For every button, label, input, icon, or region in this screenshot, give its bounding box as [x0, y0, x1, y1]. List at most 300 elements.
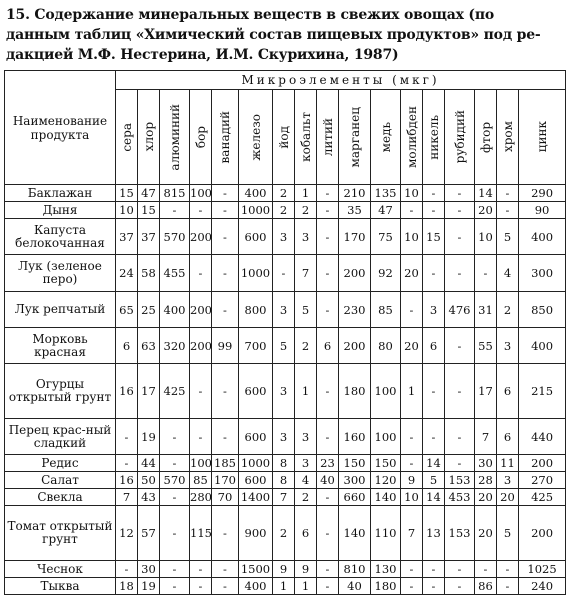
value-cell: 570: [160, 472, 190, 489]
value-cell: -: [273, 255, 295, 292]
value-cell: -: [212, 219, 239, 255]
value-cell: -: [445, 455, 475, 472]
mineral-table: [4, 70, 566, 595]
value-cell: 200: [339, 328, 371, 364]
value-cell: 400: [519, 328, 566, 364]
value-cell: 100: [371, 364, 401, 419]
value-cell: 3: [273, 219, 295, 255]
value-cell: -: [190, 255, 212, 292]
value-cell: -: [317, 292, 339, 328]
column-header-label: сера: [119, 122, 134, 152]
value-cell: 3: [295, 219, 317, 255]
value-cell: -: [497, 578, 519, 595]
value-cell: 200: [519, 455, 566, 472]
value-cell: 50: [138, 472, 160, 489]
value-cell: 3: [497, 328, 519, 364]
value-cell: 660: [339, 489, 371, 506]
column-header-label: молибден: [404, 106, 419, 168]
value-cell: -: [212, 419, 239, 455]
value-cell: 185: [212, 455, 239, 472]
column-header: [401, 90, 423, 185]
value-cell: -: [212, 255, 239, 292]
table-row: [5, 561, 566, 578]
product-name-cell: Редис: [5, 455, 116, 472]
value-cell: 13: [423, 506, 445, 561]
value-cell: -: [212, 185, 239, 202]
value-cell: 6: [497, 364, 519, 419]
column-header-label: ванадий: [218, 110, 232, 164]
table-row: [5, 506, 566, 561]
value-cell: 3: [497, 472, 519, 489]
value-cell: 900: [239, 506, 273, 561]
column-header-label: никель: [426, 114, 441, 160]
value-cell: 58: [138, 255, 160, 292]
value-cell: 28: [475, 472, 497, 489]
value-cell: 9: [273, 561, 295, 578]
value-cell: 240: [519, 578, 566, 595]
value-cell: 400: [160, 292, 190, 328]
value-cell: 800: [239, 292, 273, 328]
column-header: [160, 90, 190, 185]
value-cell: 16: [116, 472, 138, 489]
value-cell: 30: [475, 455, 497, 472]
value-cell: 6: [423, 328, 445, 364]
value-cell: 10: [401, 219, 423, 255]
value-cell: 80: [371, 328, 401, 364]
value-cell: 70: [212, 489, 239, 506]
value-cell: 476: [445, 292, 475, 328]
value-cell: 400: [519, 219, 566, 255]
value-cell: 1: [273, 578, 295, 595]
value-cell: -: [160, 561, 190, 578]
value-cell: 5: [497, 219, 519, 255]
value-cell: 55: [475, 328, 497, 364]
caption-line-3: дакцией М.Ф. Нестерина, И.М. Скурихина, 1987): [6, 47, 399, 63]
value-cell: 4: [295, 472, 317, 489]
value-cell: 63: [138, 328, 160, 364]
value-cell: 280: [190, 490, 212, 504]
product-name-cell: Томат открытый грунт: [5, 506, 116, 561]
value-cell: 37: [138, 219, 160, 255]
value-cell: 115: [190, 506, 212, 561]
product-name-header: Наименование продукта: [5, 71, 116, 185]
value-cell: -: [497, 185, 519, 202]
value-cell: 400: [239, 185, 273, 202]
value-cell: 9: [401, 472, 423, 489]
value-cell: -: [317, 419, 339, 455]
value-cell: -: [212, 561, 239, 578]
caption-line-2: данным таблиц «Химический состав пищевых продуктов» под ре-: [6, 27, 541, 43]
value-cell: -: [445, 328, 475, 364]
table-row: [5, 202, 566, 219]
table-row: [5, 455, 566, 472]
value-cell: -: [317, 202, 339, 219]
value-cell: 160: [339, 419, 371, 455]
value-cell: -: [212, 202, 239, 219]
value-cell: 425: [519, 489, 566, 506]
value-cell: 210: [339, 185, 371, 202]
value-cell: 40: [317, 472, 339, 489]
value-cell: 200: [519, 506, 566, 561]
value-cell: 2: [295, 489, 317, 506]
value-cell: 1: [401, 364, 423, 419]
value-cell: -: [445, 419, 475, 455]
value-cell: 7: [401, 506, 423, 561]
value-cell: 25: [138, 292, 160, 328]
column-header: [339, 90, 371, 185]
value-cell: 20: [401, 328, 423, 364]
value-cell: 2: [273, 185, 295, 202]
value-cell: 11: [497, 455, 519, 472]
value-cell: 230: [339, 292, 371, 328]
value-cell: 12: [116, 506, 138, 561]
value-cell: 815: [160, 185, 190, 202]
value-cell: 130: [371, 561, 401, 578]
column-header: [138, 90, 160, 185]
value-cell: -: [401, 292, 423, 328]
table-body: [5, 185, 566, 595]
value-cell: -: [497, 202, 519, 219]
column-header-label: кобальт: [298, 112, 313, 162]
table-row: [5, 472, 566, 489]
column-header: [295, 90, 317, 185]
table-row: [5, 489, 566, 506]
value-cell: -: [116, 561, 138, 578]
value-cell: -: [160, 202, 190, 219]
column-header-label: рубидий: [452, 110, 467, 164]
value-cell: 15: [138, 202, 160, 219]
value-cell: 47: [371, 202, 401, 219]
product-name-cell: Баклажан: [5, 185, 116, 202]
product-name-cell: Лук (зеленое перо): [5, 255, 116, 292]
product-name-cell: Свекла: [5, 489, 116, 506]
value-cell: 5: [497, 506, 519, 561]
value-cell: 5: [423, 472, 445, 489]
column-header: [423, 90, 445, 185]
value-cell: 20: [475, 506, 497, 561]
value-cell: 37: [116, 219, 138, 255]
value-cell: 180: [339, 364, 371, 419]
value-cell: 7: [295, 255, 317, 292]
column-header-label: железо: [248, 113, 263, 161]
value-cell: -: [190, 202, 212, 219]
column-header-label: цинк: [535, 121, 550, 153]
product-name-cell: Перец крас-ный сладкий: [5, 419, 116, 455]
table-caption: [6, 5, 544, 65]
value-cell: 31: [475, 292, 497, 328]
value-cell: -: [445, 561, 475, 578]
value-cell: 18: [116, 578, 138, 595]
value-cell: 10: [401, 185, 423, 202]
column-header: [371, 90, 401, 185]
value-cell: -: [423, 364, 445, 419]
value-cell: 65: [116, 292, 138, 328]
column-header: [116, 90, 138, 185]
value-cell: -: [190, 419, 212, 455]
value-cell: 1000: [239, 455, 273, 472]
value-cell: 570: [160, 219, 190, 255]
column-header: [519, 90, 566, 185]
value-cell: 9: [295, 561, 317, 578]
value-cell: 440: [519, 419, 566, 455]
value-cell: -: [190, 578, 212, 595]
value-cell: 290: [519, 185, 566, 202]
value-cell: -: [116, 455, 138, 472]
value-cell: 5: [295, 292, 317, 328]
value-cell: 7: [116, 489, 138, 506]
value-cell: 6: [116, 328, 138, 364]
value-cell: -: [116, 419, 138, 455]
value-cell: 455: [160, 255, 190, 292]
value-cell: -: [445, 185, 475, 202]
table-row: [5, 419, 566, 455]
value-cell: 15: [116, 185, 138, 202]
value-cell: 1400: [239, 489, 273, 506]
value-cell: 15: [423, 219, 445, 255]
value-cell: -: [160, 419, 190, 455]
value-cell: 2: [295, 202, 317, 219]
product-name-cell: Чеснок: [5, 561, 116, 578]
value-cell: -: [190, 561, 212, 578]
value-cell: 3: [423, 292, 445, 328]
value-cell: 24: [116, 255, 138, 292]
value-cell: 170: [212, 472, 239, 489]
value-cell: 44: [138, 455, 160, 472]
value-cell: 700: [239, 328, 273, 364]
value-cell: 1000: [239, 255, 273, 292]
value-cell: 3: [295, 419, 317, 455]
column-header-label: бор: [193, 125, 208, 149]
value-cell: -: [445, 255, 475, 292]
value-cell: 23: [317, 455, 339, 472]
value-cell: -: [212, 364, 239, 419]
value-cell: 135: [371, 185, 401, 202]
table-row: [5, 219, 566, 255]
value-cell: 2: [273, 202, 295, 219]
value-cell: 40: [339, 578, 371, 595]
value-cell: -: [423, 561, 445, 578]
value-cell: 600: [239, 364, 273, 419]
value-cell: 270: [519, 472, 566, 489]
value-cell: 200: [339, 255, 371, 292]
column-header: [317, 90, 339, 185]
value-cell: 5: [273, 328, 295, 364]
value-cell: 110: [371, 506, 401, 561]
product-name-cell: Тыква: [5, 578, 116, 595]
column-header-label: хлор: [141, 122, 156, 152]
value-cell: -: [423, 202, 445, 219]
value-cell: 600: [239, 219, 273, 255]
value-cell: 4: [497, 255, 519, 292]
value-cell: 300: [339, 472, 371, 489]
value-cell: 320: [160, 328, 190, 364]
product-name-cell: Огурцы открытый грунт: [5, 364, 116, 419]
value-cell: 20: [475, 202, 497, 219]
value-cell: -: [401, 419, 423, 455]
value-cell: 100: [190, 456, 212, 470]
value-cell: 140: [371, 489, 401, 506]
value-cell: 14: [475, 185, 497, 202]
product-name-cell: Морковь красная: [5, 328, 116, 364]
value-cell: 16: [116, 364, 138, 419]
value-cell: -: [401, 578, 423, 595]
value-cell: 300: [519, 255, 566, 292]
value-cell: 30: [138, 561, 160, 578]
value-cell: -: [317, 506, 339, 561]
value-cell: -: [423, 255, 445, 292]
value-cell: 86: [475, 578, 497, 595]
value-cell: 7: [273, 489, 295, 506]
value-cell: 3: [295, 455, 317, 472]
value-cell: 10: [401, 489, 423, 506]
table-row: [5, 292, 566, 328]
value-cell: 6: [295, 506, 317, 561]
value-cell: 425: [160, 364, 190, 419]
value-cell: 20: [497, 489, 519, 506]
value-cell: 180: [371, 578, 401, 595]
column-header-label: йод: [276, 125, 291, 149]
column-header: [212, 90, 239, 185]
product-name-cell: Дыня: [5, 202, 116, 219]
value-cell: 14: [423, 489, 445, 506]
value-cell: 85: [190, 472, 212, 489]
value-cell: -: [160, 506, 190, 561]
product-name-cell: Лук репчатый: [5, 292, 116, 328]
value-cell: -: [445, 219, 475, 255]
value-cell: 200: [190, 328, 212, 364]
column-header: [190, 90, 212, 185]
value-cell: 75: [371, 219, 401, 255]
value-cell: 153: [445, 506, 475, 561]
value-cell: 1025: [519, 561, 566, 578]
value-cell: 150: [371, 455, 401, 472]
value-cell: 17: [138, 364, 160, 419]
value-cell: 57: [138, 506, 160, 561]
value-cell: 215: [519, 364, 566, 419]
value-cell: 150: [339, 455, 371, 472]
value-cell: 6: [317, 328, 339, 364]
value-cell: 100: [190, 186, 212, 200]
table-row: [5, 364, 566, 419]
value-cell: 8: [273, 472, 295, 489]
value-cell: 43: [138, 489, 160, 506]
value-cell: -: [445, 578, 475, 595]
table-row: [5, 328, 566, 364]
value-cell: -: [317, 561, 339, 578]
value-cell: -: [317, 489, 339, 506]
value-cell: -: [160, 489, 190, 506]
microelements-header: Микроэлементы (мкг): [116, 71, 566, 90]
value-cell: -: [475, 255, 497, 292]
table-row: [5, 578, 566, 595]
value-cell: 1: [295, 185, 317, 202]
value-cell: 2: [295, 328, 317, 364]
value-cell: 14: [423, 455, 445, 472]
value-cell: 850: [519, 292, 566, 328]
column-header-label: литий: [320, 117, 335, 157]
value-cell: 6: [497, 419, 519, 455]
value-cell: 20: [475, 489, 497, 506]
value-cell: 2: [497, 292, 519, 328]
value-cell: 10: [475, 219, 497, 255]
value-cell: -: [212, 578, 239, 595]
value-cell: -: [160, 578, 190, 595]
table-row: [5, 255, 566, 292]
column-header: [273, 90, 295, 185]
value-cell: -: [445, 202, 475, 219]
value-cell: -: [401, 455, 423, 472]
value-cell: 1: [295, 364, 317, 419]
value-cell: 10: [116, 202, 138, 219]
value-cell: 85: [371, 292, 401, 328]
value-cell: -: [401, 202, 423, 219]
column-header-label: алюминий: [167, 103, 182, 171]
column-header-label: фтор: [478, 121, 493, 153]
value-cell: 19: [138, 578, 160, 595]
value-cell: 140: [339, 506, 371, 561]
value-cell: -: [445, 364, 475, 419]
value-cell: -: [212, 292, 239, 328]
value-cell: 19: [138, 419, 160, 455]
value-cell: -: [317, 185, 339, 202]
value-cell: -: [190, 364, 212, 419]
value-cell: -: [423, 578, 445, 595]
value-cell: 47: [138, 185, 160, 202]
value-cell: 1500: [239, 561, 273, 578]
value-cell: -: [317, 255, 339, 292]
value-cell: -: [160, 455, 190, 472]
column-header-label: марганец: [347, 106, 362, 168]
value-cell: 153: [445, 472, 475, 489]
value-cell: -: [317, 578, 339, 595]
value-cell: -: [212, 506, 239, 561]
value-cell: 100: [371, 419, 401, 455]
column-header: [497, 90, 519, 185]
value-cell: -: [401, 561, 423, 578]
value-cell: 400: [239, 578, 273, 595]
column-header: [475, 90, 497, 185]
value-cell: 90: [519, 202, 566, 219]
value-cell: 200: [190, 219, 212, 255]
value-cell: 120: [371, 472, 401, 489]
value-cell: 20: [401, 255, 423, 292]
value-cell: 600: [239, 472, 273, 489]
value-cell: 170: [339, 219, 371, 255]
product-name-cell: Капуста белокочанная: [5, 219, 116, 255]
column-header: [239, 90, 273, 185]
value-cell: 8: [273, 455, 295, 472]
value-cell: 1: [295, 578, 317, 595]
value-cell: 35: [339, 202, 371, 219]
caption-line-1: 15. Содержание минеральных веществ в свежих овощах (по: [6, 7, 495, 23]
column-header: [445, 90, 475, 185]
value-cell: 1000: [239, 202, 273, 219]
value-cell: 99: [212, 328, 239, 364]
value-cell: -: [317, 364, 339, 419]
value-cell: 810: [339, 561, 371, 578]
value-cell: 3: [273, 364, 295, 419]
product-name-cell: Салат: [5, 472, 116, 489]
value-cell: -: [423, 185, 445, 202]
value-cell: 3: [273, 419, 295, 455]
value-cell: 453: [445, 489, 475, 506]
value-cell: -: [475, 561, 497, 578]
value-cell: -: [497, 561, 519, 578]
table-row: [5, 185, 566, 202]
value-cell: 600: [239, 419, 273, 455]
value-cell: 3: [273, 292, 295, 328]
value-cell: -: [317, 219, 339, 255]
